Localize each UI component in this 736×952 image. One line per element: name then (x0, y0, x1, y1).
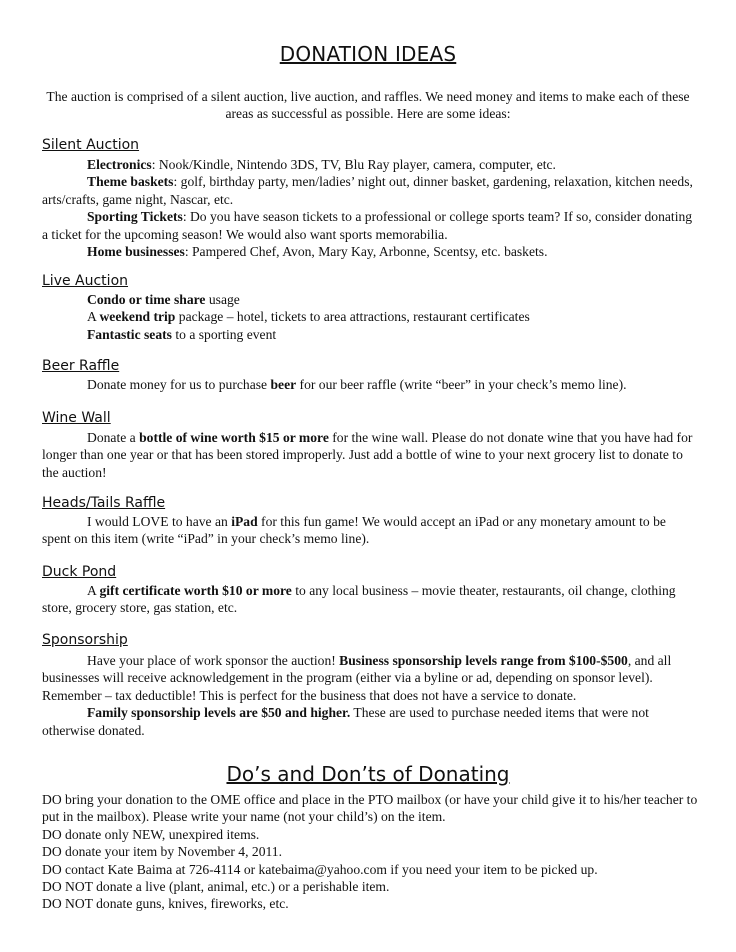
live-auction-section (42, 291, 697, 343)
beer-raffle-heading: Beer Raffle (42, 358, 120, 374)
silent-auction-heading: Silent Auction (42, 137, 140, 153)
page-title: DONATION IDEAS (279, 42, 457, 66)
heads-tails-section (42, 513, 697, 548)
duck-pond-section (42, 582, 697, 617)
home-businesses-item: Home businesses: Pampered Chef, Avon, Mary Kay, Arbonne, Scentsy, etc. baskets. (87, 244, 548, 260)
theme-baskets-item: Theme baskets: golf, birthday party, men/ladies’ night out, dinner basket, gardening, relaxation, kitchen needs, arts/crafts, game night, Nascar, etc. (42, 174, 693, 207)
sponsorship-heading: Sponsorship (42, 632, 128, 648)
dos-donts-list (42, 791, 702, 913)
dos-donts-title: Do’s and Don’ts of Donating (226, 762, 510, 786)
heads-tails-heading: Heads/Tails Raffle (42, 495, 166, 511)
list-item: DO bring your donation to the OME office and place in the PTO mailbox (or have your child give it to his/her teacher to put in the mailbox). Please write your name (not your child’s) on the item. (42, 792, 698, 825)
condo-item: Condo or time share usage (87, 292, 240, 307)
live-auction-heading: Live Auction (42, 273, 129, 289)
intro-paragraph: The auction is comprised of a silent auction, live auction, and raffles. We need money and items to make each of these areas as successful as possible. Here are some ideas: (46, 89, 690, 122)
sponsorship-section (42, 652, 697, 739)
beer-raffle-section (42, 376, 697, 393)
beer-raffle-text: Donate money for us to purchase beer for our beer raffle (write “beer” in your check’s memo line). (87, 377, 627, 392)
wine-wall-text: Donate a bottle of wine worth $15 or more for the wine wall. Please do not donate wine that you have had for longer than one year or that has been stored improperly. Just add a bottle of wine to your next grocery list to donate to the auction! (42, 430, 693, 480)
list-item: DO donate your item by November 4, 2011. (42, 844, 282, 860)
heads-tails-text: I would LOVE to have an iPad for this fun game! We would accept an iPad or any monetary amount to be spent on this item (write “iPad” in your check’s memo line). (42, 514, 666, 547)
electronics-item: Electronics: Nook/Kindle, Nintendo 3DS, TV, Blu Ray player, camera, computer, etc. (87, 157, 556, 172)
list-item: DO NOT donate guns, knives, fireworks, etc. (42, 896, 289, 912)
weekend-trip-item: A weekend trip package – hotel, tickets to area attractions, restaurant certificates (87, 309, 530, 325)
duck-pond-heading: Duck Pond (42, 564, 117, 580)
wine-wall-heading: Wine Wall (42, 410, 111, 426)
business-sponsorship-text: Have your place of work sponsor the auction! Business sponsorship levels range from $100-$500, and all businesses will receive acknowledgement in the program (either via a byline or ad, depending on sponsor level). Remember – tax deductible! This is perfect for the business that does not have a service to donate. (42, 653, 672, 703)
duck-pond-text: A gift certificate worth $10 or more to any local business – movie theater, restaurants, oil change, clothing store, grocery store, gas station, etc. (42, 583, 676, 616)
fantastic-seats-item: Fantastic seats to a sporting event (87, 326, 277, 342)
family-sponsorship-text: Family sponsorship levels are $50 and higher. These are used to purchase needed items that were not otherwise donated. (42, 705, 649, 738)
silent-auction-section (42, 156, 697, 260)
list-item: DO donate only NEW, unexpired items. (42, 826, 260, 842)
list-item: DO NOT donate a live (plant, animal, etc.) or a perishable item. (42, 879, 390, 895)
sporting-tickets-item: Sporting Tickets: Do you have season tickets to a professional or college sports team? If so, consider donating a ticket for the upcoming season! We would also want sports memorabilia. (42, 209, 693, 242)
wine-wall-section (42, 429, 697, 481)
list-item: DO contact Kate Baima at 726-4114 or katebaima@yahoo.com if you need your item to be picked up. (42, 861, 598, 877)
